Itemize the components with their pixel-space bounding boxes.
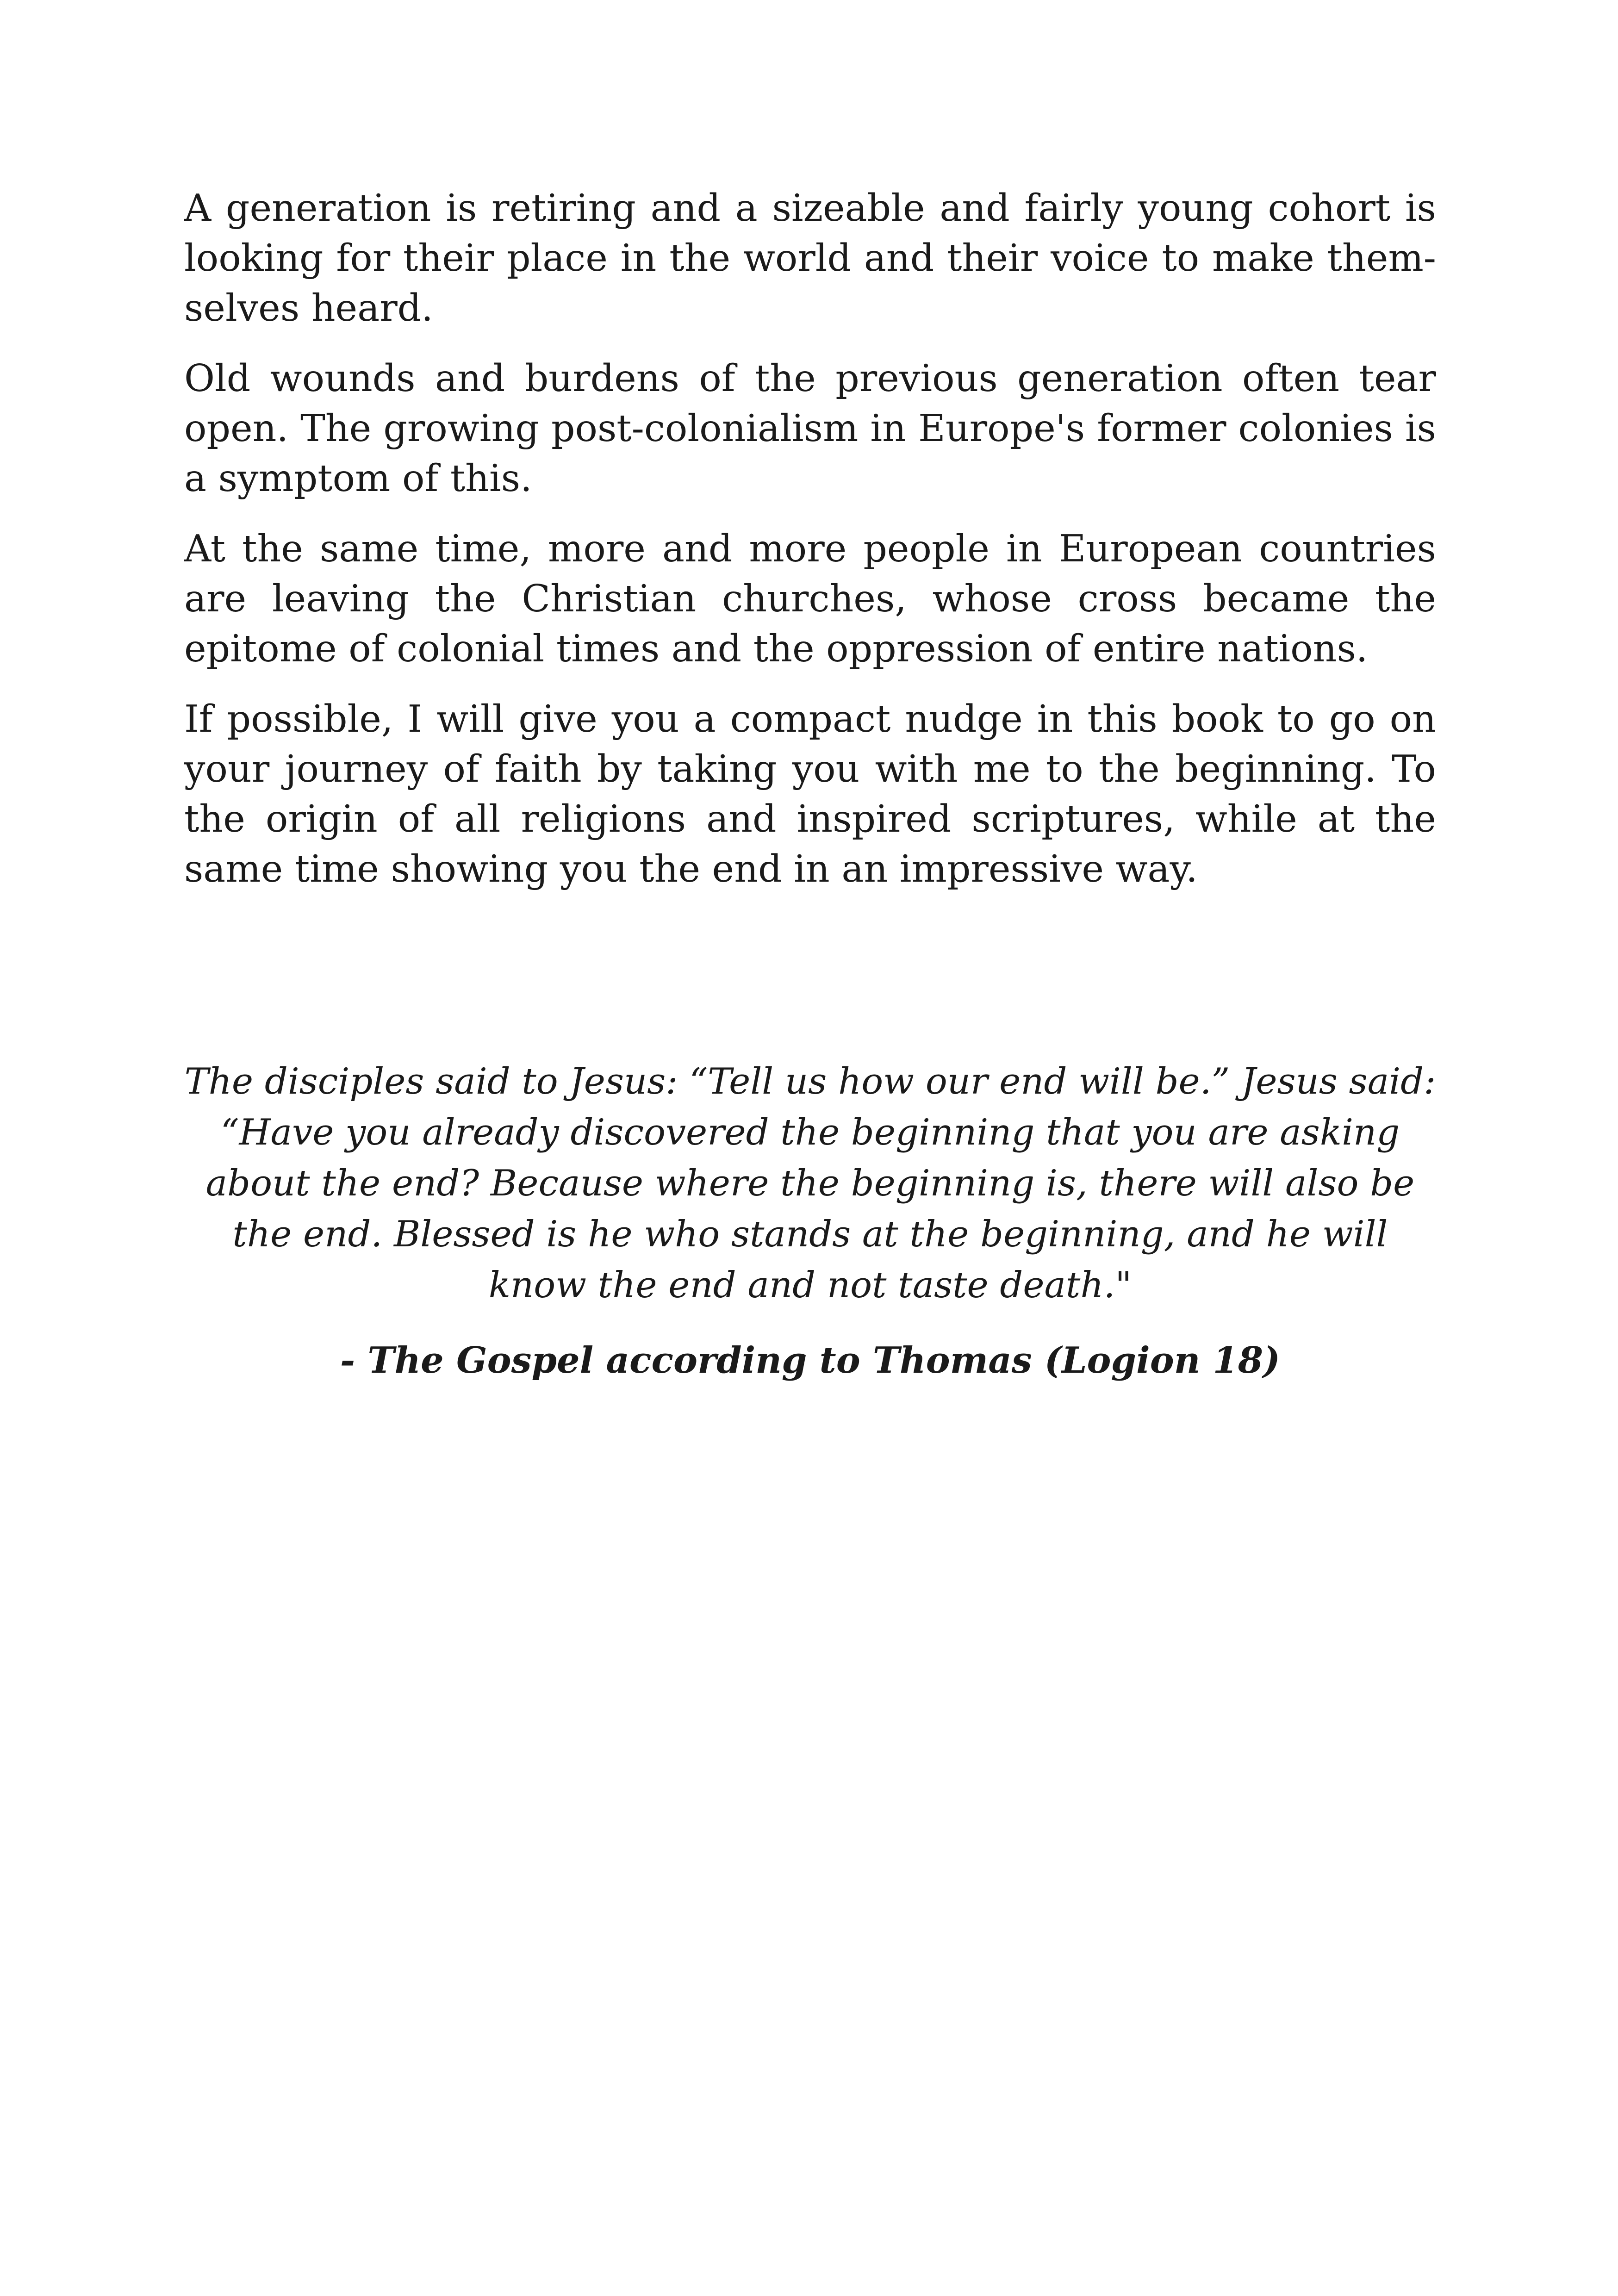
paragraph-churches: At the same time, more and more people in European countries are leaving the Christian churches, whose cross became the epitome of colonial times and the oppression of entire nations. [184, 527, 1436, 670]
epigraph-quote: The disciples said to Jesus: “Tell us how our end will be.” Jesus said: “Have you already discovered the beginning that you are asking about the end? Because where the beginning is, there will also be the end. Blessed is he who stands at the beginning, and he will know the end and not taste death." [184, 1061, 1436, 1306]
paragraph-journey: If possible, I will give you a compact nudge in this book to go on your journey of faith by taking you with me to the beginning. To the origin of all religions and inspired scriptures, while at the same time showing you the end in an impressive way. [184, 697, 1436, 890]
paragraph-old-wounds: Old wounds and burdens of the previous generation often tear open. The growing post-colonialism in Europe's former colonies is a symptom of this. [184, 356, 1436, 500]
paragraph-generation: A generation is retiring and a sizeable and fairly young cohort is looking for their place in the world and their voice to make themselves heard. [184, 186, 1436, 330]
epigraph [184, 1056, 1436, 1387]
body-text [184, 183, 1436, 914]
epigraph-attribution: - The Gospel according to Thomas (Logion 18) [340, 1339, 1281, 1381]
